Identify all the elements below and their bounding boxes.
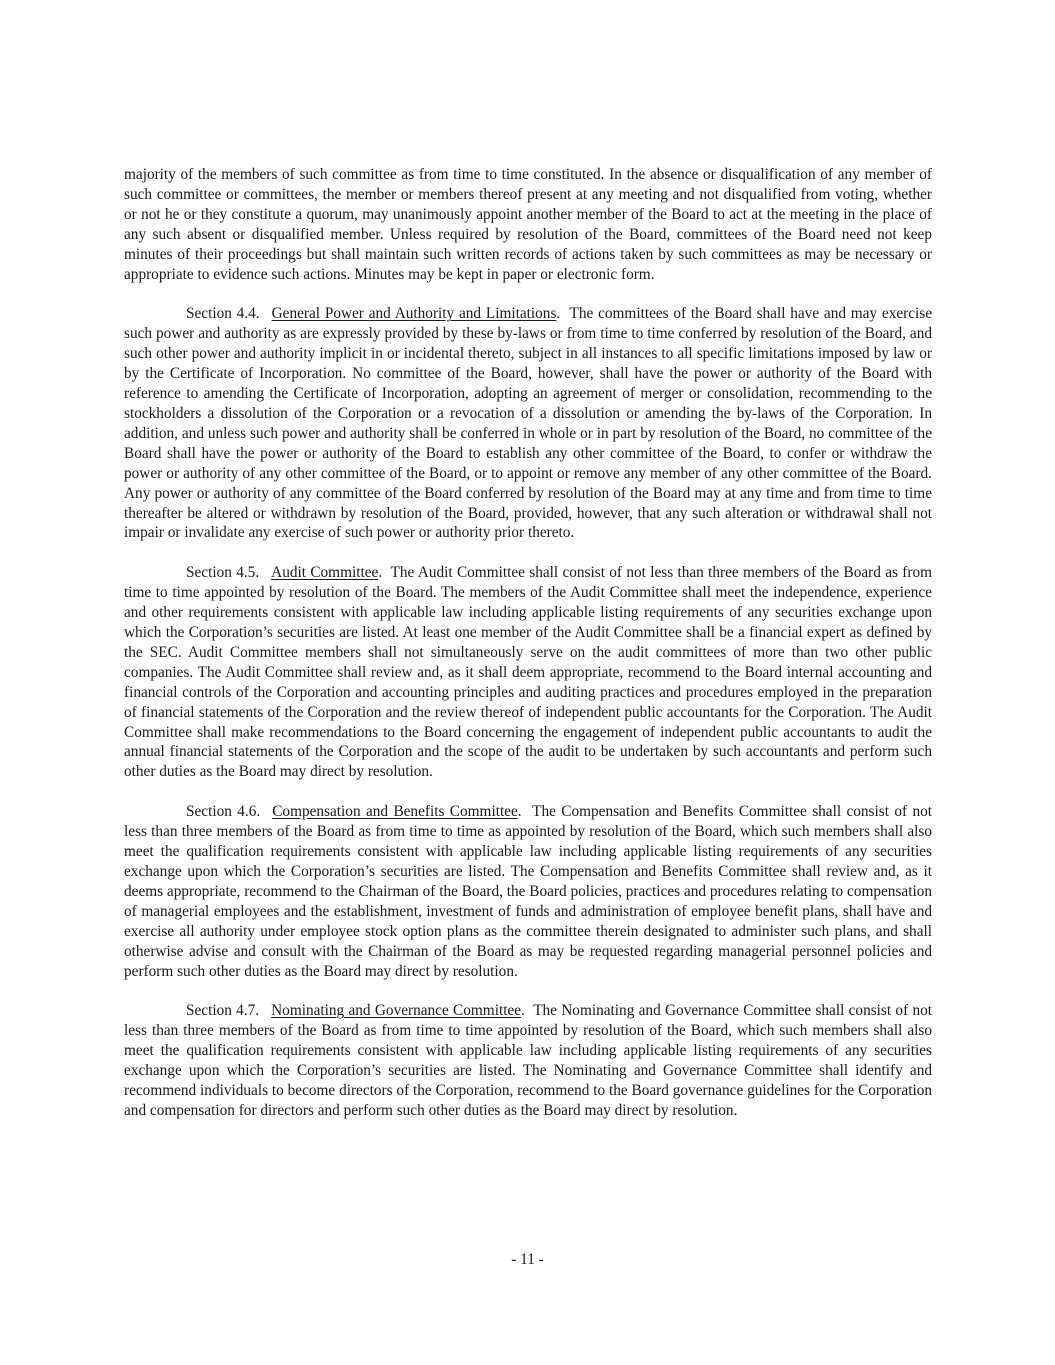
section-title: Nominating and Governance Committee [271,1002,522,1020]
section-number: Section 4.5. [186,564,260,582]
section-4-4-paragraph: Section 4.4. General Power and Authority and Limitations. The committees of the Board shall have and may exercise such power and authority as are expressly provided by these by-laws or from time to time conferred by resolution of the Board, and such other power and authority implicit in or incidental thereto, subject in all instances to all specific limitations imposed by law or by the Certificate of Incorporation. No committee of the Board, however, shall have the power or authority of the Board with reference to amending the Certificate of Incorporation, adopting an agreement of merger or consolidation, recommending to the stockholders a dissolution of the Corporation or a revocation of a dissolution or amending the by-laws of the Corporation. In addition, and unless such power and authority shall be conferred in whole or in part by resolution of the Board, no committee of the Board shall have the power or authority of the Board to establish any other committee of the Board, to confer or withdraw the power or authority of any other committee of the Board, or to appoint or remove any member of any other committee of the Board. Any power or authority of any committee of the Board conferred by resolution of the Board may at any time and from time to time thereafter be altered or withdrawn by resolution of the Board, provided, however, that any such alteration or withdrawal shall not impair or invalidate any exercise of such power or authority prior thereto. [124,305,933,542]
document-page [124,165,932,1141]
section-number: Section 4.7. [186,1002,260,1020]
continuation-paragraph: majority of the members of such committee as from time to time constituted. In the absence or disqualification of any member of such committee or committees, the member or members thereof present at any meeting and not disqualified from voting, whether or not he or they constitute a quorum, may unanimously appoint another member of the Board to act at the meeting in the place of any such absent or disqualified member. Unless required by resolution of the Board, committees of the Board need not keep minutes of their proceedings but shall maintain such written records of actions taken by such committees as may be necessary or appropriate to evidence such actions. Minutes may be kept in paper or electronic form. [124,166,932,283]
section-body: The committees of the Board shall have and may exercise such power and authority as are expressly provided by these by-laws or from time to time conferred by resolution of the Board, and such other power and authority implicit in or incidental thereto, subject in all instances to all specific limitations imposed by law or by the Certificate of Incorporation. No committee of the Board, however, shall have the power or authority of the Board with reference to amending the Certificate of Incorporation, adopting an agreement of merger or consolidation, recommending to the stockholders a dissolution of the Corporation or a revocation of a dissolution or amending the by-laws of the Corporation. In addition, and unless such power and authority shall be conferred in whole or in part by resolution of the Board, no committee of the Board shall have the power or authority of the Board to establish any other committee of the Board, to confer or withdraw the power or authority of any other committee of the Board, or to appoint or remove any member of any other committee of the Board. Any power or authority of any committee of the Board conferred by resolution of the Board may at any time and from time to time thereafter be altered or withdrawn by resolution of the Board, provided, however, that any such alteration or withdrawal shall not impair or invalidate any exercise of such power or authority prior thereto. [124,305,933,542]
section-title: General Power and Authority and Limitations [271,305,557,323]
page-number: - 11 - [511,1251,544,1268]
section-title: Audit Committee [271,564,379,582]
section-number: Section 4.6. [186,803,261,821]
section-4-5-paragraph: Section 4.5. Audit Committee. The Audit Committee shall consist of not less than three members of the Board as from time to time appointed by resolution of the Board. The members of the Audit Committee shall meet the independence, experience and other requirements consistent with applicable law including applicable listing requirements of any securities exchange upon which the Corporation’s securities are listed. At least one member of the Audit Committee shall be a financial expert as defined by the SEC. Audit Committee members shall not simultaneously serve on the audit committees of more than two other public companies. The Audit Committee shall review and, as it shall deem appropriate, recommend to the Board internal accounting and financial controls of the Corporation and accounting principles and auditing practices and procedures employed in the preparation of financial statements of the Corporation and the review thereof of independent public accountants for the Corporation. The Audit Committee shall make recommendations to the Board concerning the engagement of independent public accountants to audit the annual financial statements of the Corporation and the scope of the audit to be undertaken by such accountants and perform such other duties as the Board may direct by resolution. [124,564,932,781]
section-body: The Audit Committee shall consist of not less than three members of the Board as from time to time appointed by resolution of the Board. The members of the Audit Committee shall meet the independence, experience and other requirements consistent with applicable law including applicable listing requirements of any securities exchange upon which the Corporation’s securities are listed. At least one member of the Audit Committee shall be a financial expert as defined by the SEC. Audit Committee members shall not simultaneously serve on the audit committees of more than two other public companies. The Audit Committee shall review and, as it shall deem appropriate, recommend to the Board internal accounting and financial controls of the Corporation and accounting principles and auditing practices and procedures employed in the preparation of financial statements of the Corporation and the review thereof of independent public accountants for the Corporation. The Audit Committee shall make recommendations to the Board concerning the engagement of independent public accountants to audit the annual financial statements of the Corporation and the scope of the audit to be undertaken by such accountants and perform such other duties as the Board may direct by resolution. [124,564,932,781]
section-body: The Compensation and Benefits Committee shall consist of not less than three members of the Board as from time to time as appointed by resolution of the Board, which such members shall also meet the qualification requirements consistent with applicable law including applicable listing requirements of any securities exchange upon which the Corporation’s securities are listed. The Compensation and Benefits Committee shall review and, as it deems appropriate, recommend to the Chairman of the Board, the Board policies, practices and procedures relating to compensation of managerial employees and the establishment, investment of funds and administration of employee benefit plans, shall have and exercise all authority under employee stock option plans as the committee therein designated to administer such plans, and shall otherwise advise and consult with the Chairman of the Board as may be requested regarding managerial personnel policies and perform such other duties as the Board may direct by resolution. [124,803,933,980]
section-title: Compensation and Benefits Committee [272,803,518,821]
section-number: Section 4.4. [186,305,260,323]
section-4-7-paragraph: Section 4.7. Nominating and Governance Committee. The Nominating and Governance Committee shall consist of not less than three members of the Board as from time to time appointed by resolution of the Board, which such members shall also meet the qualification requirements consistent with applicable law including applicable listing requirements of any securities exchange upon which the Corporation’s securities are listed. The Nominating and Governance Committee shall identify and recommend individuals to become directors of the Corporation, recommend to the Board governance guidelines for the Corporation and compensation for directors and perform such other duties as the Board may direct by resolution. [124,1002,933,1119]
section-body: The Nominating and Governance Committee shall consist of not less than three members of the Board as from time to time appointed by resolution of the Board, which such members shall also meet the qualification requirements consistent with applicable law including applicable listing requirements of any securities exchange upon which the Corporation’s securities are listed. The Nominating and Governance Committee shall identify and recommend individuals to become directors of the Corporation, recommend to the Board governance guidelines for the Corporation and compensation for directors and perform such other duties as the Board may direct by resolution. [124,1002,933,1119]
section-4-6-paragraph: Section 4.6. Compensation and Benefits Committee. The Compensation and Benefits Committee shall consist of not less than three members of the Board as from time to time as appointed by resolution of the Board, which such members shall also meet the qualification requirements consistent with applicable law including applicable listing requirements of any securities exchange upon which the Corporation’s securities are listed. The Compensation and Benefits Committee shall review and, as it deems appropriate, recommend to the Chairman of the Board, the Board policies, practices and procedures relating to compensation of managerial employees and the establishment, investment of funds and administration of employee benefit plans, shall have and exercise all authority under employee stock option plans as the committee therein designated to administer such plans, and shall otherwise advise and consult with the Chairman of the Board as may be requested regarding managerial personnel policies and perform such other duties as the Board may direct by resolution. [124,803,933,980]
